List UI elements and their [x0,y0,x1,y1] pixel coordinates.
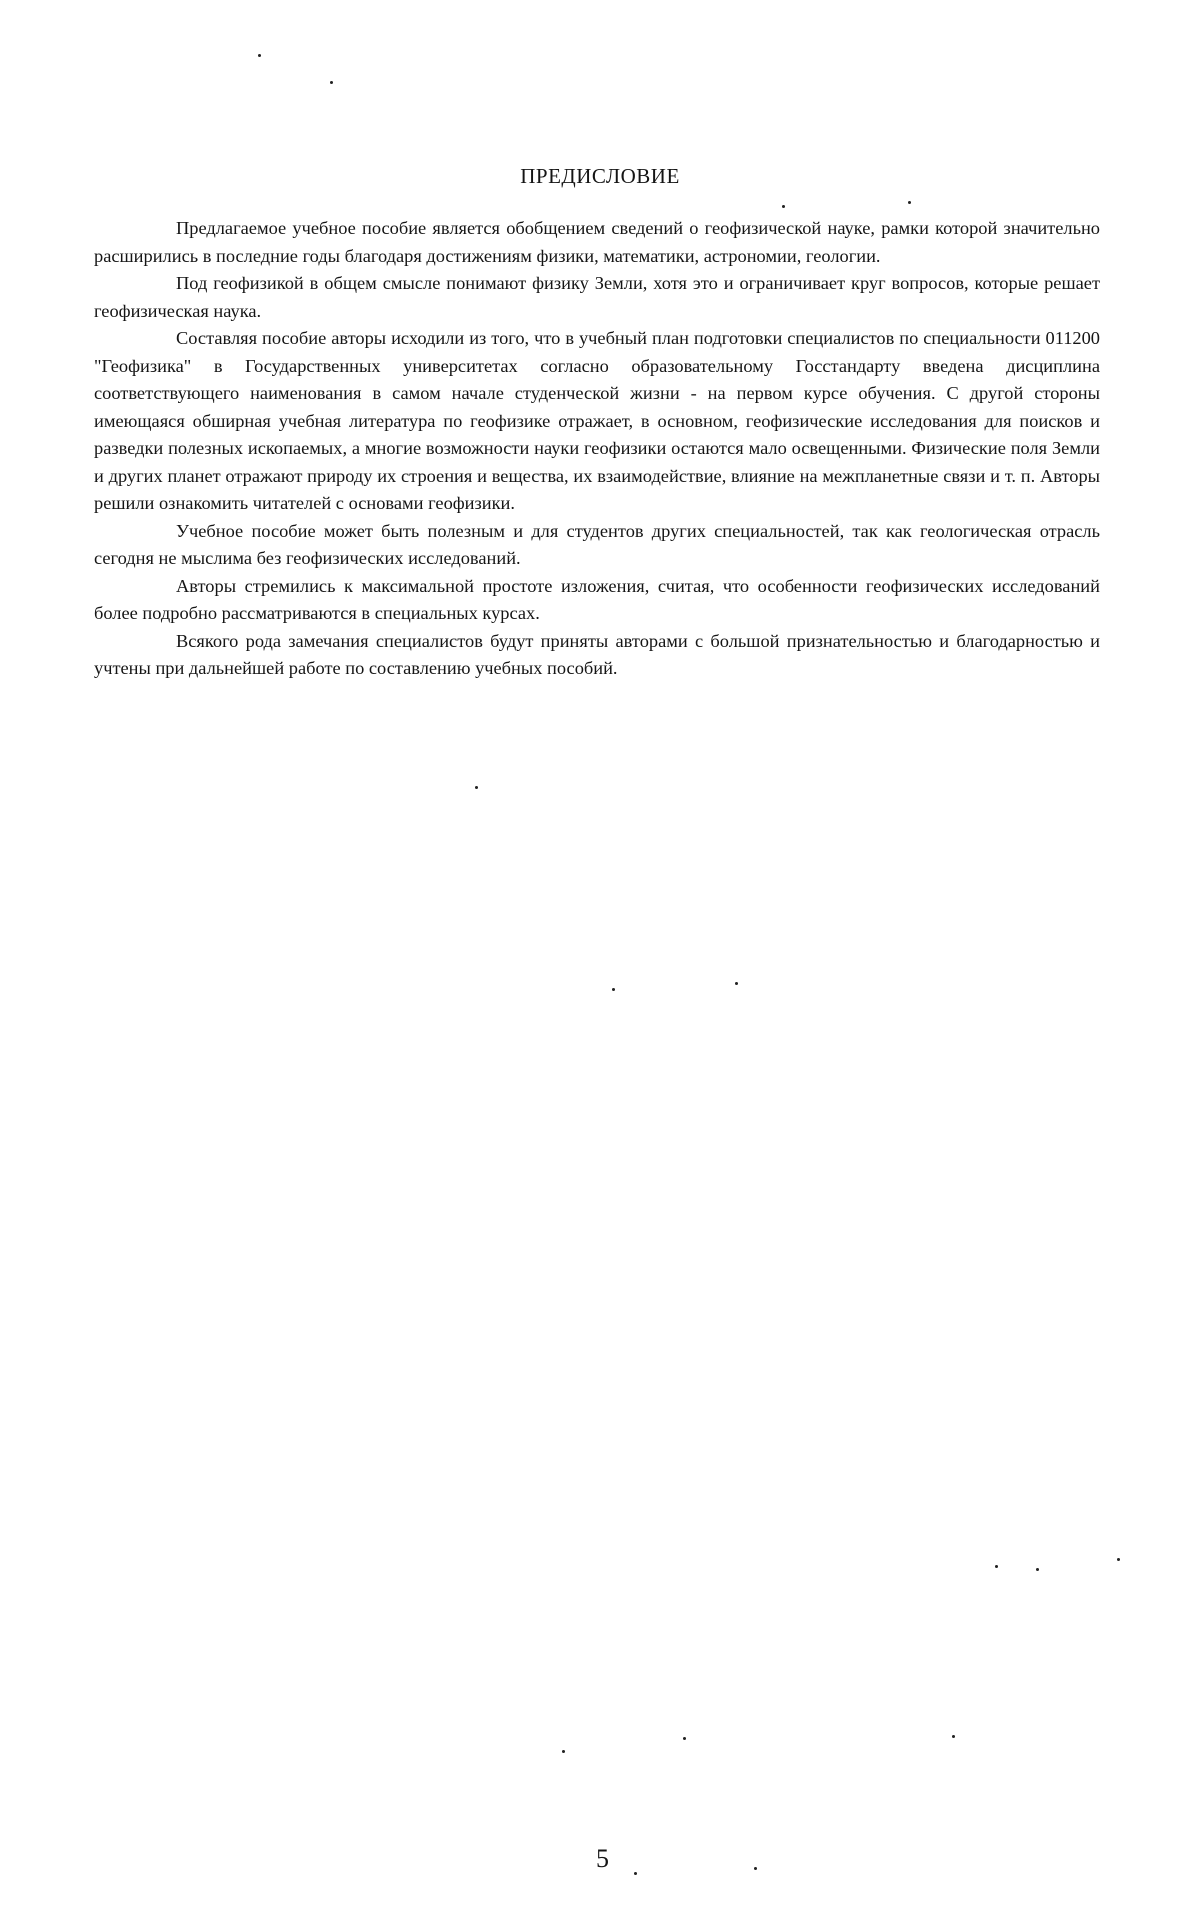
paragraph-3: Составляя пособие авторы исходили из того, что в учебный план подготовки специалистов по специальности 011200 "Геофизика" в Государственных университетах согласно образовательному Госстандарту введена дисциплина соответствующего наименования в самом начале студенческой жизни - на первом курсе обучения. С другой стороны имеющаяся обширная учебная литература по геофизике отражает, в основном, геофизические исследования для поисков и разведки полезных ископаемых, а многие возможности науки геофизики остаются мало освещенными. Физические поля Земли и других планет отражают природу их строения и вещества, их взаимодействие, влияние на межпланетные связи и т. п. Авторы решили ознакомить читателей с основами геофизики. [94,328,1100,513]
scan-speck [1036,1568,1039,1571]
paragraph-4: Учебное пособие может быть полезным и для студентов других специальностей, так как геологическая отрасль сегодня не мыслима без геофизических исследований. [94,520,1100,568]
scan-speck [258,54,261,57]
scan-speck [735,982,738,985]
scan-speck [562,1750,565,1753]
scan-speck [683,1737,686,1740]
scan-speck [634,1872,637,1875]
paragraph-2: Под геофизикой в общем смысле понимают физику Земли, хотя это и ограничивает круг вопросов, которые решает геофизическая наука. [94,273,1100,321]
scan-speck [475,786,478,789]
scan-speck [330,81,333,84]
scan-speck [612,988,615,991]
scan-speck [908,201,911,204]
body-text [94,215,1100,683]
scan-speck [754,1867,757,1870]
scan-speck [995,1565,998,1568]
scan-speck [1117,1558,1120,1561]
paragraph-1: Предлагаемое учебное пособие является обобщением сведений о геофизической науке, рамки которой значительно расширились в последние годы благодаря достижениям физики, математики, астрономии, геологии. [94,218,1100,266]
paragraph-6: Всякого рода замечания специалистов будут приняты авторами с большой признательностью и благодарностью и учтены при дальнейшей работе по составлению учебных пособий. [94,630,1100,678]
paragraph-5: Авторы стремились к максимальной простоте изложения, считая, что особенности геофизических исследований более подробно рассматриваются в специальных курсах. [94,575,1100,623]
page-number: 5 [596,1844,609,1873]
scan-speck [782,205,785,208]
page-title: ПРЕДИСЛОВИЕ [520,164,680,188]
scan-speck [952,1735,955,1738]
